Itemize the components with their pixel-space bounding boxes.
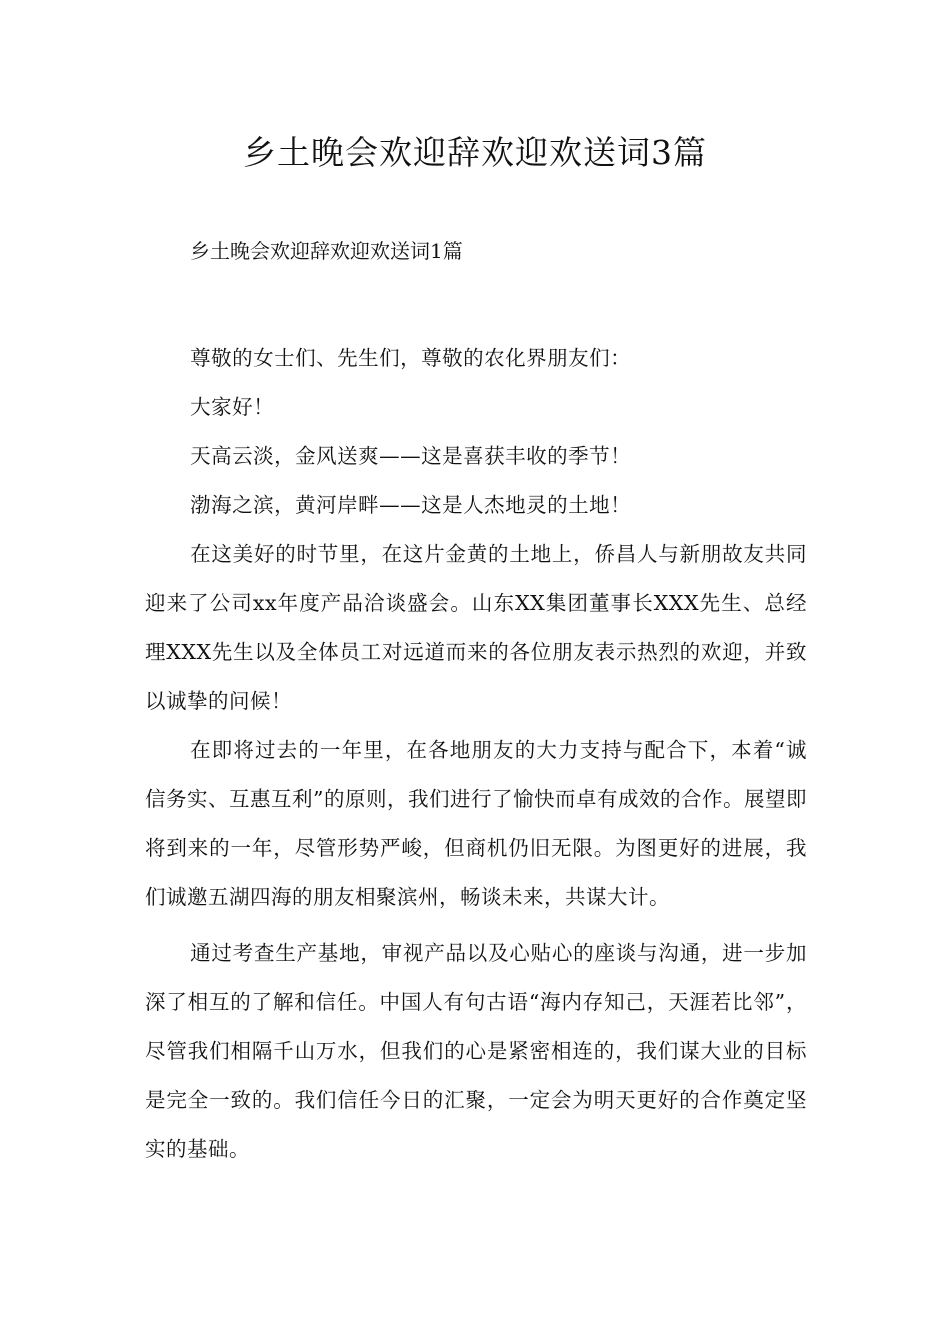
location-paragraph: 渤海之滨，黄河岸畔——这是人杰地灵的土地！ bbox=[190, 493, 632, 517]
season-paragraph: 天高云淡，金风送爽——这是喜获丰收的季节！ bbox=[190, 444, 632, 468]
document-title: 乡土晚会欢迎辞欢迎欢送词3篇 bbox=[243, 133, 707, 172]
salutation-paragraph: 尊敬的女士们、先生们，尊敬的农化界朋友们： bbox=[190, 346, 632, 370]
cooperation-paragraph: 在即将过去的一年里，在各地朋友的大力支持与配合下，本着“诚信务实、互惠互利”的原则，我们进行了愉快而卓有成效的合作。展望即将到来的一年，尽管形势严峻，但商机仍旧无限。为图更好的进展，我们诚邀五湖四海的朋友相聚滨州，畅谈未来，共谋大计。 bbox=[145, 738, 807, 909]
section-heading: 乡土晚会欢迎辞欢迎欢送词1篇 bbox=[190, 239, 463, 263]
document-body bbox=[145, 334, 807, 1174]
welcome-paragraph: 在这美好的时节里，在这片金黄的土地上，侨昌人与新朋故友共同迎来了公司xx年度产品洽谈盛会。山东XX集团董事长XXX先生、总经理XXX先生以及全体员工对远道而来的各位朋友表示热烈的欢迎，并致以诚挚的问候！ bbox=[145, 542, 807, 713]
trust-paragraph: 通过考查生产基地，审视产品以及心贴心的座谈与沟通，进一步加深了相互的了解和信任。中国人有句古语“海内存知己，天涯若比邻”，尽管我们相隔千山万水，但我们的心是紧密相连的，我们谋大业的目标是完全一致的。我们信任今日的汇聚，一定会为明天更好的合作奠定坚实的基础。 bbox=[145, 941, 807, 1161]
greeting-paragraph: 大家好！ bbox=[190, 395, 275, 419]
